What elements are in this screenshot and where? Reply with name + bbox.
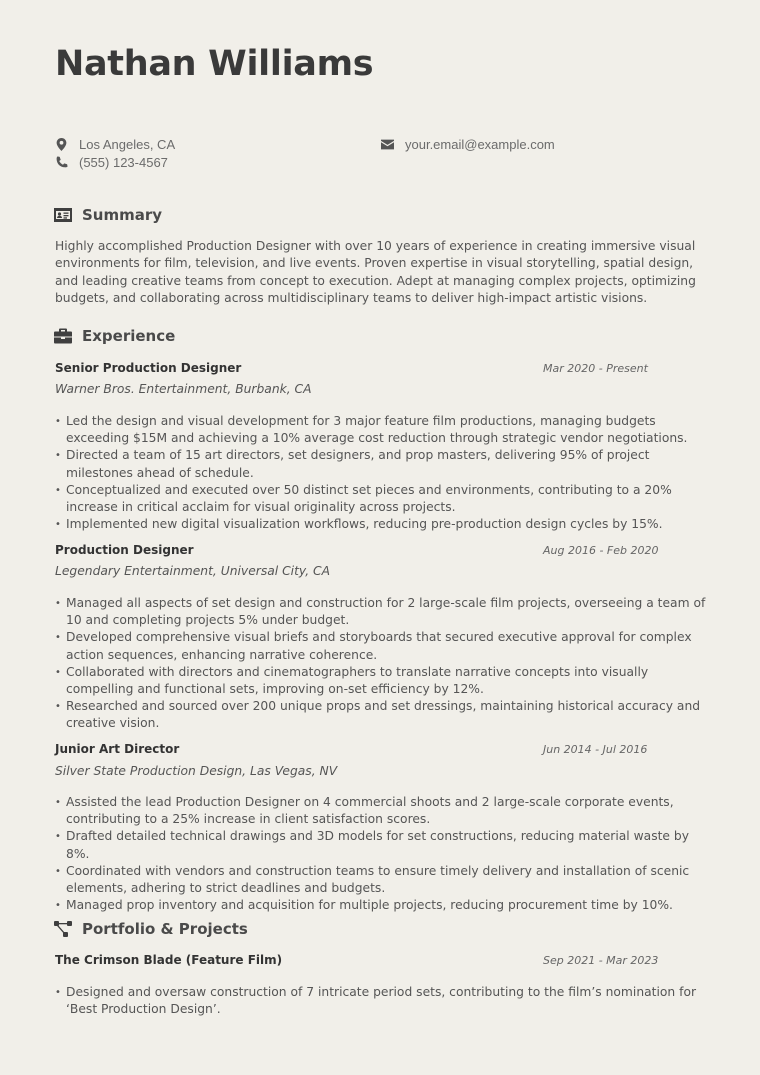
bullet-item: • Designed and oversaw construction of 7 intricate period sets, contributing to the film’s nomination for ‘Best Production Design’. bbox=[55, 984, 715, 1018]
bullet-item: • Coordinated with vendors and construction teams to ensure timely delivery and installation of scenic elements, adhering to strict deadlines and budgets. bbox=[55, 863, 715, 897]
summary-title: Summary bbox=[82, 206, 163, 224]
bullet-item: • Managed all aspects of set design and construction for 2 large-scale film projects, overseeing a team of 10 and completing projects 5% under budget. bbox=[55, 595, 715, 629]
envelope-icon bbox=[379, 136, 395, 152]
job-dates: Mar 2020 - Present bbox=[543, 362, 648, 375]
job-bullets bbox=[55, 794, 715, 914]
location-text: Los Angeles, CA bbox=[79, 136, 176, 152]
bullet-item: • Conceptualized and executed over 50 distinct set pieces and environments, contributing to a 20% increase in critical acclaim for visual originality across projects. bbox=[55, 482, 715, 516]
bullet-item: • Implemented new digital visualization workflows, reducing pre-production design cycles by 15%. bbox=[55, 516, 715, 533]
summary-heading bbox=[54, 205, 162, 225]
job-company: Warner Bros. Entertainment, Burbank, CA bbox=[55, 382, 312, 396]
phone-icon bbox=[53, 154, 69, 170]
job-title: Senior Production Designer bbox=[55, 361, 242, 375]
bullet-item: • Researched and sourced over 200 unique props and set dressings, maintaining historical accuracy and creative vision. bbox=[55, 698, 715, 732]
project-bullets bbox=[55, 984, 715, 1018]
contact-location bbox=[53, 135, 175, 153]
job-company: Legendary Entertainment, Universal City, CA bbox=[55, 564, 331, 578]
bullet-item: • Managed prop inventory and acquisition for multiple projects, reducing procurement time by 10%. bbox=[55, 897, 715, 914]
bullet-item: • Led the design and visual development for 3 major feature film productions, managing budgets exceeding $15M and achieving a 10% average cost reduction through strategic vendor negotiations. bbox=[55, 413, 715, 447]
phone-text: (555) 123-4567 bbox=[79, 154, 168, 170]
bullet-item: • Assisted the lead Production Designer on 4 commercial shoots and 2 large-scale corporate events, contributing to a 25% increase in client satisfaction scores. bbox=[55, 794, 715, 828]
map-pin-icon bbox=[53, 136, 69, 152]
briefcase-icon bbox=[54, 327, 74, 345]
email-text[interactable]: your.email@example.com bbox=[405, 136, 555, 152]
job-dates: Aug 2016 - Feb 2020 bbox=[543, 544, 659, 557]
portfolio-title: Portfolio & Projects bbox=[82, 920, 248, 938]
contact-email[interactable] bbox=[379, 135, 555, 153]
summary-text: Highly accomplished Production Designer with over 10 years of experience in creating immersive visual environments for film, television, and live events. Proven expertise in visual storytelling, spatial design, and leading creative teams from concept to execution. Adept at managing complex projects, optimizing budgets, and collaborating across multidisciplinary teams to deliver high-impact artistic visions. bbox=[55, 239, 696, 305]
experience-title: Experience bbox=[82, 327, 176, 345]
candidate-name: Nathan Williams bbox=[55, 44, 374, 84]
job-title: Production Designer bbox=[55, 543, 194, 557]
project-title: The Crimson Blade (Feature Film) bbox=[55, 953, 283, 967]
id-card-icon bbox=[54, 206, 74, 224]
bullet-item: • Developed comprehensive visual briefs and storyboards that secured executive approval for complex action sequences, enhancing narrative coherence. bbox=[55, 629, 715, 663]
job-bullets bbox=[55, 413, 715, 533]
job-dates: Jun 2014 - Jul 2016 bbox=[543, 743, 648, 756]
job-title: Junior Art Director bbox=[55, 742, 180, 756]
experience-heading bbox=[54, 326, 175, 346]
sitemap-icon bbox=[54, 920, 74, 938]
bullet-item: • Collaborated with directors and cinematographers to translate narrative concepts into visually compelling and functional sets, improving on-set efficiency by 12%. bbox=[55, 664, 715, 698]
contact-phone bbox=[53, 153, 168, 171]
portfolio-heading bbox=[54, 919, 248, 939]
job-bullets bbox=[55, 595, 715, 733]
bullet-item: • Drafted detailed technical drawings and 3D models for set constructions, reducing material waste by 8%. bbox=[55, 828, 715, 862]
job-company: Silver State Production Design, Las Vegas, NV bbox=[55, 764, 338, 778]
project-dates: Sep 2021 - Mar 2023 bbox=[543, 954, 659, 967]
bullet-item: • Directed a team of 15 art directors, set designers, and prop masters, delivering 95% of project milestones ahead of schedule. bbox=[55, 447, 715, 481]
